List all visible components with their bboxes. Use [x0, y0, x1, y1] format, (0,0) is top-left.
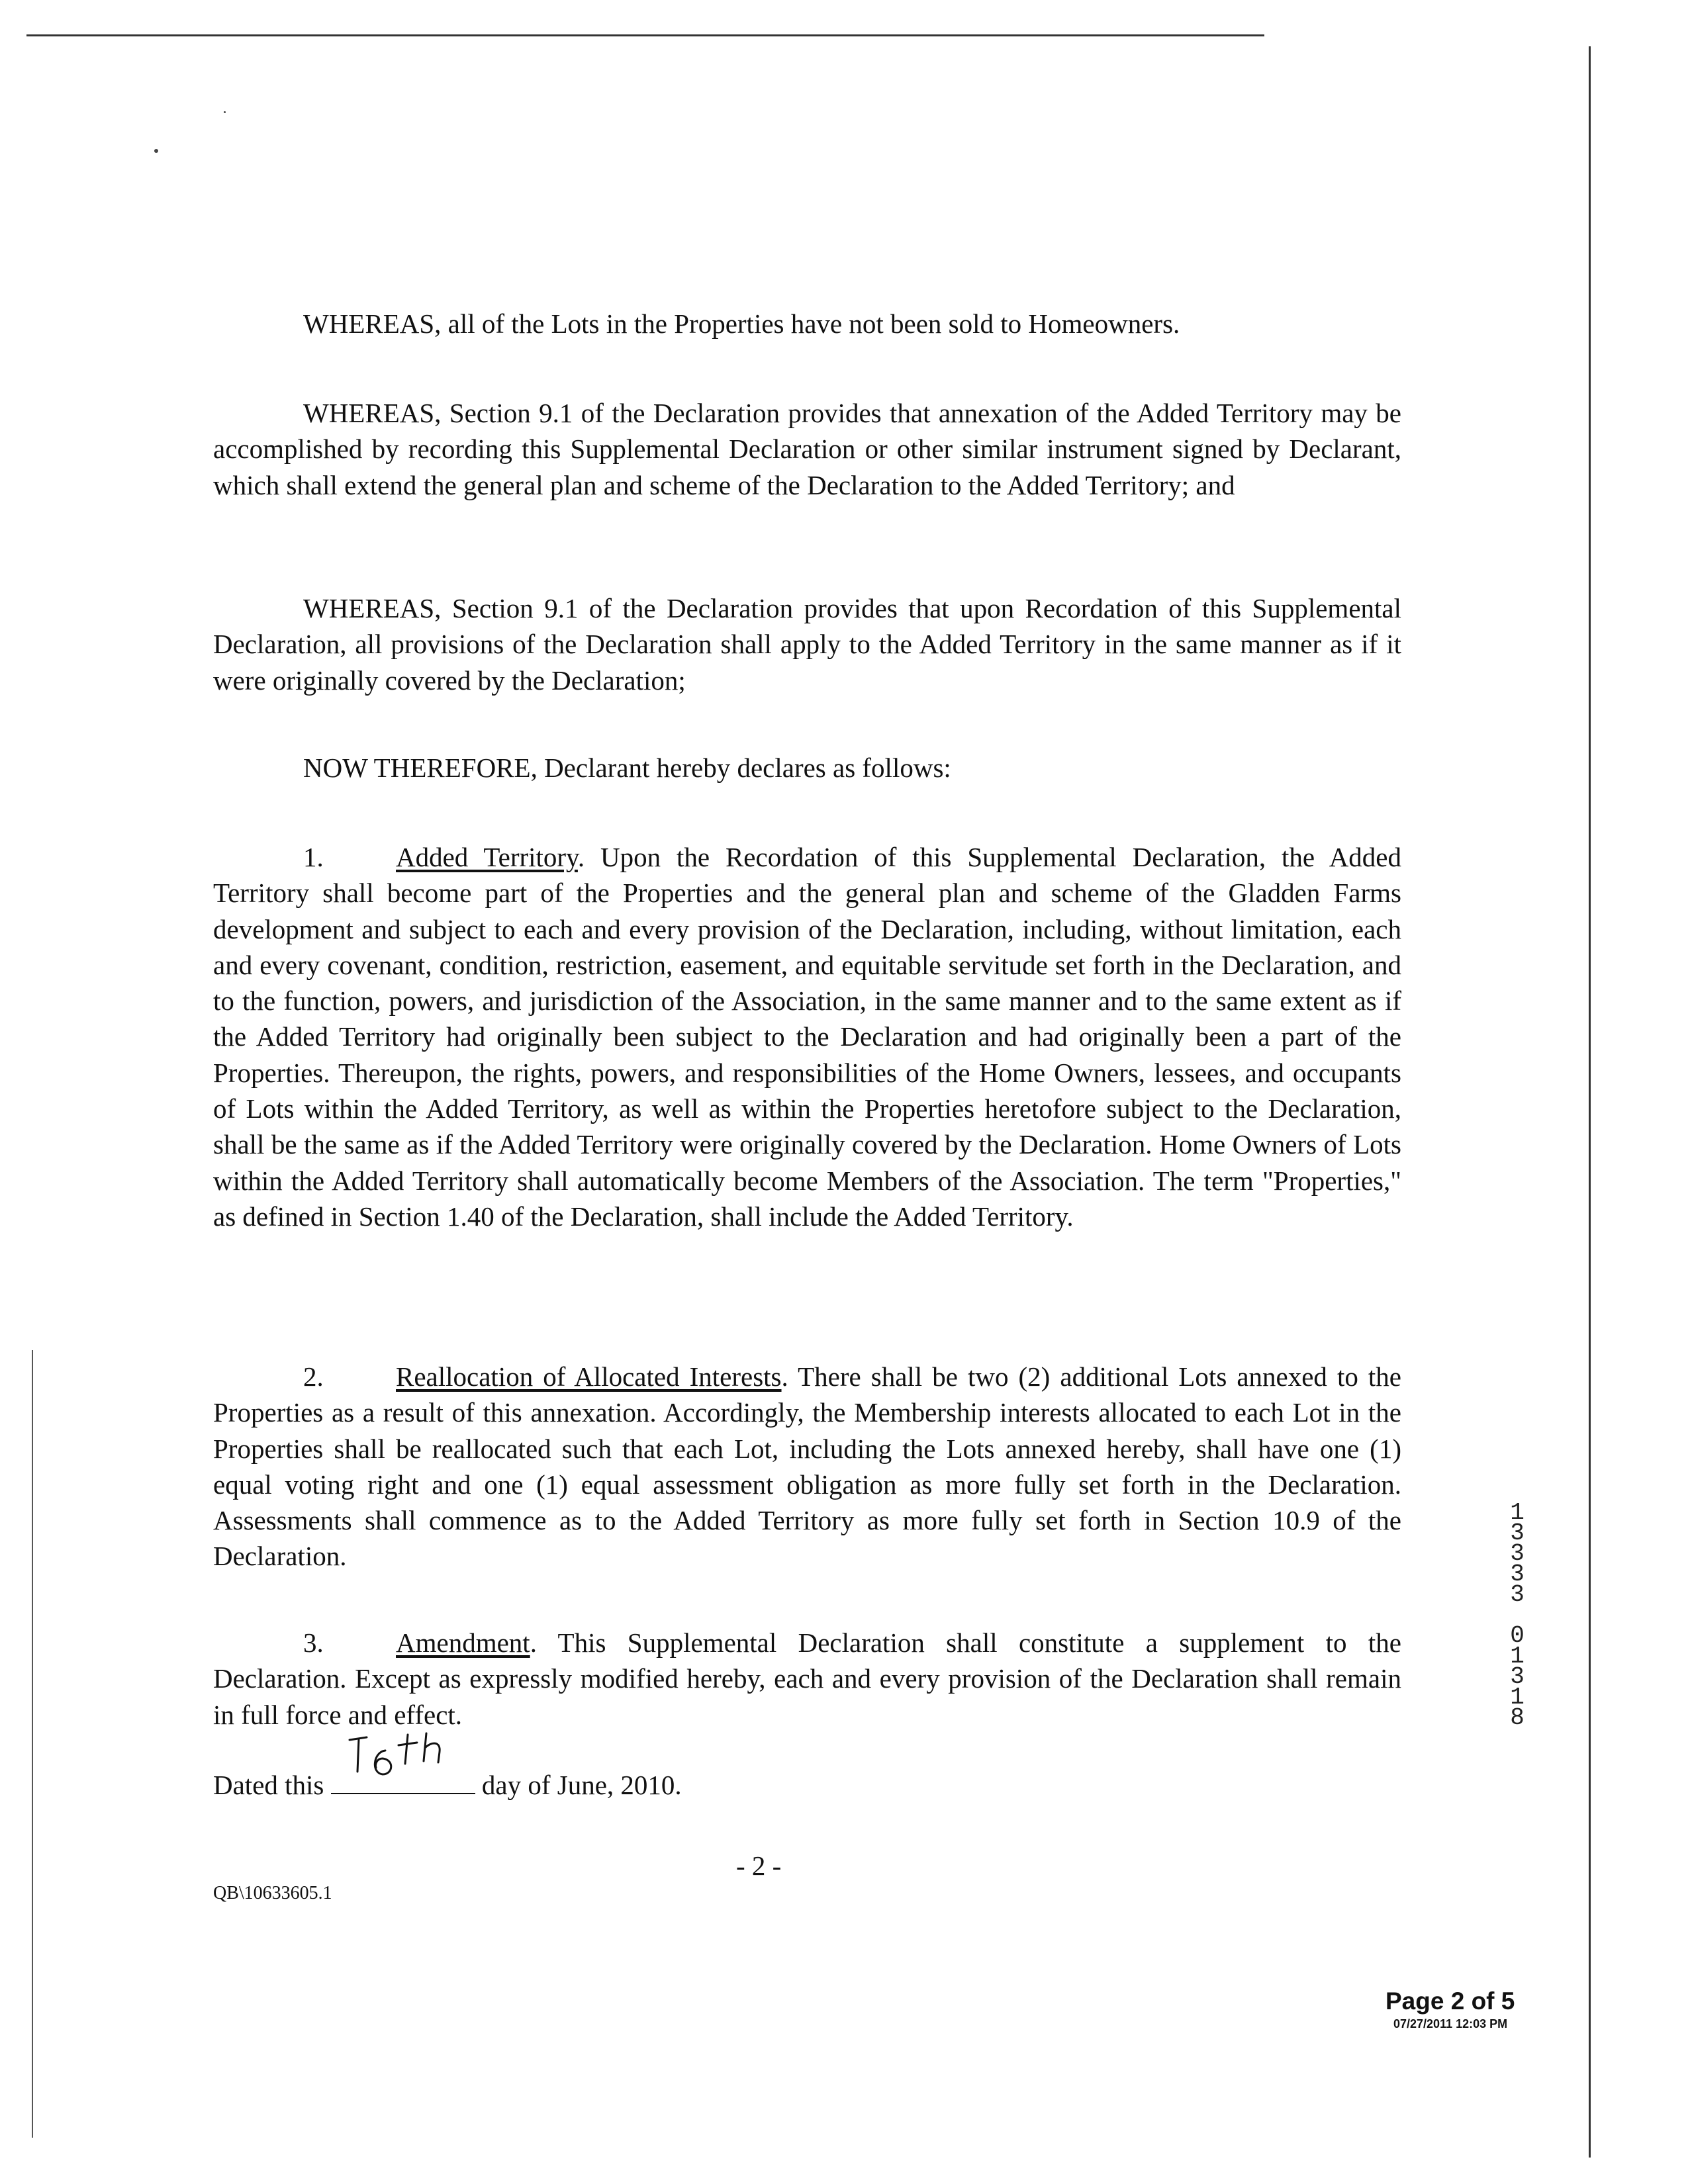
scan-top-rule: [26, 34, 1264, 36]
section-heading: Reallocation of Allocated Interests: [396, 1361, 782, 1392]
scan-right-rule: [1589, 46, 1591, 2158]
recital-annexation: WHEREAS, Section 9.1 of the Declaration provides that annexation of the Added Territory may be accomplished by recording this Supplemental Declaration or other similar instrument signed by Declarant, which shall extend the general plan and scheme of the Declaration to the Added Territory; and: [213, 398, 1401, 500]
page-number: - 2 -: [736, 1850, 782, 1881]
footer-page-label: Page 2 of 5: [1385, 1987, 1515, 2015]
dated-prefix: Dated this: [213, 1770, 324, 1800]
section-heading: Added Territory: [396, 842, 578, 872]
document-id: QB\10633605.1: [213, 1883, 332, 1903]
recital-lots-not-sold: WHEREAS, all of the Lots in the Properties have not been sold to Homeowners.: [303, 308, 1180, 339]
section-body: . This Supplemental Declaration shall constitute a supplement to the Declaration. Except as expressly modified hereby, each and every provision of the Declaration shall remain in full force and effect.: [213, 1627, 1401, 1730]
scan-speck: [224, 111, 226, 113]
now-therefore: NOW THEREFORE, Declarant hereby declares as follows:: [303, 752, 951, 783]
section-added-territory: [213, 839, 1401, 1234]
section-heading: Amendment: [396, 1627, 530, 1658]
section-number: 2.: [303, 1361, 324, 1392]
section-reallocation: [213, 1359, 1401, 1574]
section-number: 1.: [303, 842, 324, 872]
handwritten-day-blank: [331, 1770, 475, 1794]
footer-timestamp: 07/27/2011 12:03 PM: [1393, 2017, 1508, 2030]
recital-recordation: WHEREAS, Section 9.1 of the Declaration provides that upon Recordation of this Supplemental Declaration, all provisions of the Declaration shall apply to the Added Territory in the same manner as if it were originally covered by the Declaration;: [213, 593, 1401, 696]
section-body: . Upon the Recordation of this Supplemental Declaration, the Added Territory shall become part of the Properties and the general plan and scheme of the Gladden Farms development and subject to each and every provision of the Declaration, including, without limitation, each and every covenant, condition, restriction, easement, and equitable servitude set forth in the Declaration, and to the function, powers, and jurisdiction of the Association, in the same manner and to the same extent as if the Added Territory had originally been subject to the Declaration and had originally been a part of the Properties. Thereupon, the rights, powers, and responsibilities of the Home Owners, lessees, and occupants of Lots within the Added Territory, as well as within the Properties heretofore subject to the Declaration, shall be the same as if the Added Territory were originally covered by the Declaration. Home Owners of Lots within the Added Territory shall automatically become Members of the Association. The term "Properties," as defined in Section 1.40 of the Declaration, shall include the Added Territory.: [213, 842, 1401, 1232]
section-amendment: [213, 1625, 1401, 1733]
scan-left-mark: [32, 1350, 33, 2138]
dated-suffix: day of June, 2010.: [481, 1770, 682, 1800]
dated-line: [213, 1769, 682, 1801]
handwritten-day-signature: [344, 1732, 477, 1792]
section-number: 3.: [303, 1627, 324, 1658]
recording-side-stamp: 1 3 3 3 3 0 1 3 1 8: [1510, 1499, 1524, 1731]
section-body: . There shall be two (2) additional Lots annexed to the Properties as a result of this annexation. Accordingly, the Membership interests allocated to each Lot in the Properties shall be reallocated such that each Lot, including the Lots annexed hereby, shall have one (1) equal voting right and one (1) equal assessment obligation as more fully set forth in the Declaration. Assessments shall commence as to the Added Territory as more fully set forth in Section 10.9 of the Declaration.: [213, 1361, 1402, 1572]
scan-speck: [154, 149, 158, 153]
